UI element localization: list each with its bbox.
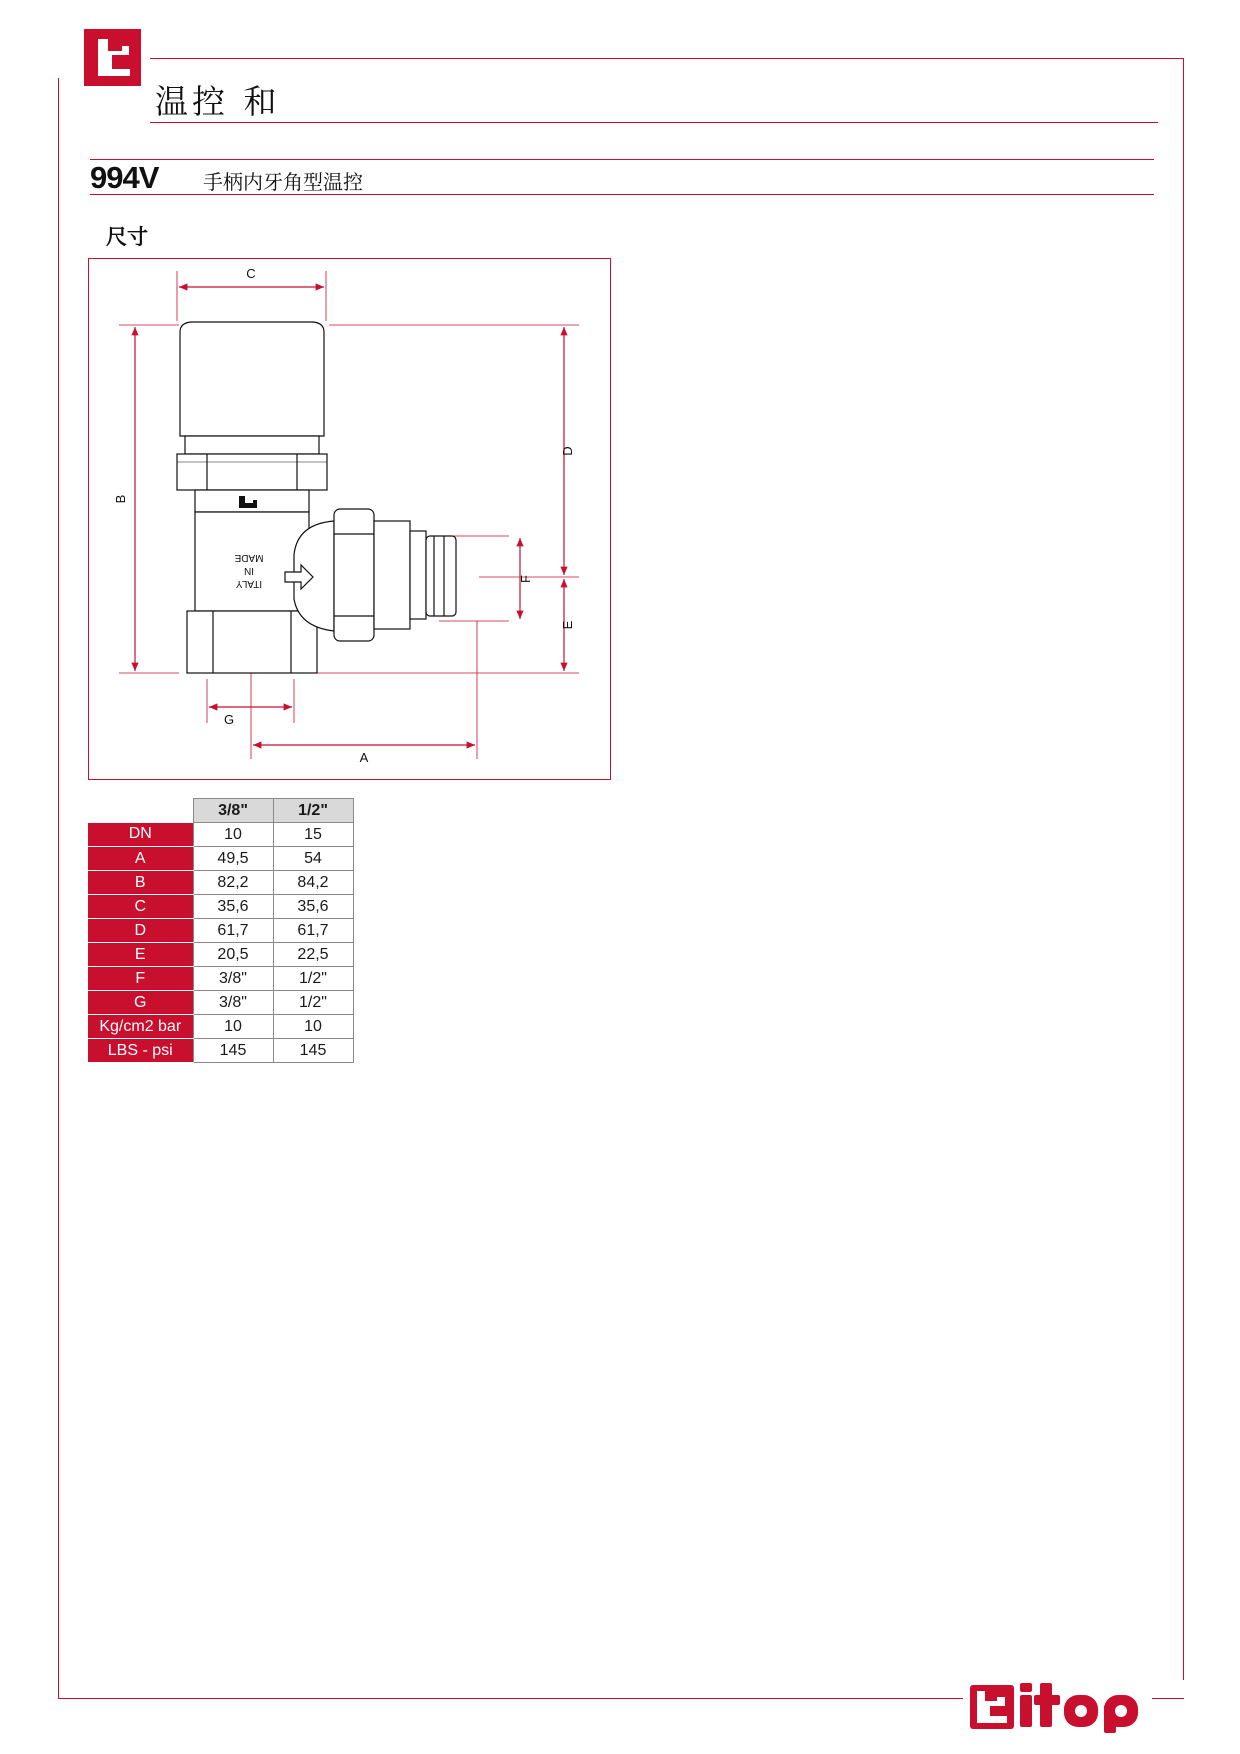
dim-label-d: D xyxy=(560,446,575,456)
dim-label-g: G xyxy=(223,712,235,727)
cell-value: 10 xyxy=(273,1015,353,1039)
dim-label-b: B xyxy=(113,494,128,504)
cell-value: 54 xyxy=(273,847,353,871)
dim-label-e: E xyxy=(560,620,575,630)
body-text-line-1: MADE xyxy=(234,552,264,563)
table-row xyxy=(88,895,353,919)
cell-value: 1/2" xyxy=(273,967,353,991)
row-label: C xyxy=(88,895,193,919)
row-label: D xyxy=(88,919,193,943)
row-label: G xyxy=(88,991,193,1015)
table-row xyxy=(88,919,353,943)
spec-table-corner xyxy=(88,799,193,823)
cell-value: 145 xyxy=(273,1039,353,1063)
product-rule-bottom xyxy=(90,194,1154,195)
row-label: F xyxy=(88,967,193,991)
cell-value: 15 xyxy=(273,823,353,847)
cell-value: 49,5 xyxy=(193,847,273,871)
row-label: E xyxy=(88,943,193,967)
table-row xyxy=(88,1039,353,1063)
page-title: 温控 和 xyxy=(155,82,281,121)
table-row xyxy=(88,823,353,847)
section-title: 尺寸 xyxy=(106,225,148,249)
body-text-line-3: ITALY xyxy=(235,578,263,589)
cell-value: 10 xyxy=(193,1015,273,1039)
product-name: 手柄内牙角型温控 xyxy=(203,170,363,194)
product-rule-top xyxy=(90,159,1154,160)
row-label: LBS - psi xyxy=(88,1039,193,1063)
table-row xyxy=(88,871,353,895)
cell-value: 22,5 xyxy=(273,943,353,967)
cell-value: 35,6 xyxy=(193,895,273,919)
product-code: 994V xyxy=(90,160,159,195)
brand-logo-icon xyxy=(84,29,141,86)
cell-value: 1/2" xyxy=(273,991,353,1015)
row-label: DN xyxy=(88,823,193,847)
row-label: Kg/cm2 bar xyxy=(88,1015,193,1039)
cell-value: 84,2 xyxy=(273,871,353,895)
dim-label-c: C xyxy=(246,266,256,281)
itap-logo-icon xyxy=(968,1675,1148,1733)
table-row xyxy=(88,943,353,967)
column-header: 3/8" xyxy=(193,799,273,823)
frame-bottom-line-right xyxy=(1152,1698,1184,1699)
spec-table-header xyxy=(88,799,353,823)
cell-value: 3/8" xyxy=(193,967,273,991)
row-label: A xyxy=(88,847,193,871)
column-header: 1/2" xyxy=(273,799,353,823)
table-row xyxy=(88,967,353,991)
cell-value: 82,2 xyxy=(193,871,273,895)
cell-value: 3/8" xyxy=(193,991,273,1015)
cell-value: 61,7 xyxy=(273,919,353,943)
cell-value: 10 xyxy=(193,823,273,847)
frame-bottom-line xyxy=(58,1698,963,1699)
frame-left-line xyxy=(58,78,59,1699)
cell-value: 145 xyxy=(193,1039,273,1063)
row-label: B xyxy=(88,871,193,895)
valve-illustration xyxy=(177,322,456,673)
header-divider xyxy=(150,122,1158,123)
cell-value: 35,6 xyxy=(273,895,353,919)
table-row xyxy=(88,847,353,871)
cell-value: 20,5 xyxy=(193,943,273,967)
cell-value: 61,7 xyxy=(193,919,273,943)
dim-label-f: F xyxy=(518,575,533,583)
table-row xyxy=(88,1015,353,1039)
frame-top-line xyxy=(150,58,1184,59)
spec-table xyxy=(88,798,354,1063)
frame-right-line xyxy=(1183,58,1184,1680)
table-row xyxy=(88,991,353,1015)
dimension-drawing xyxy=(88,258,611,780)
body-text-line-2: IN xyxy=(244,565,254,576)
dim-label-a: A xyxy=(359,750,369,765)
